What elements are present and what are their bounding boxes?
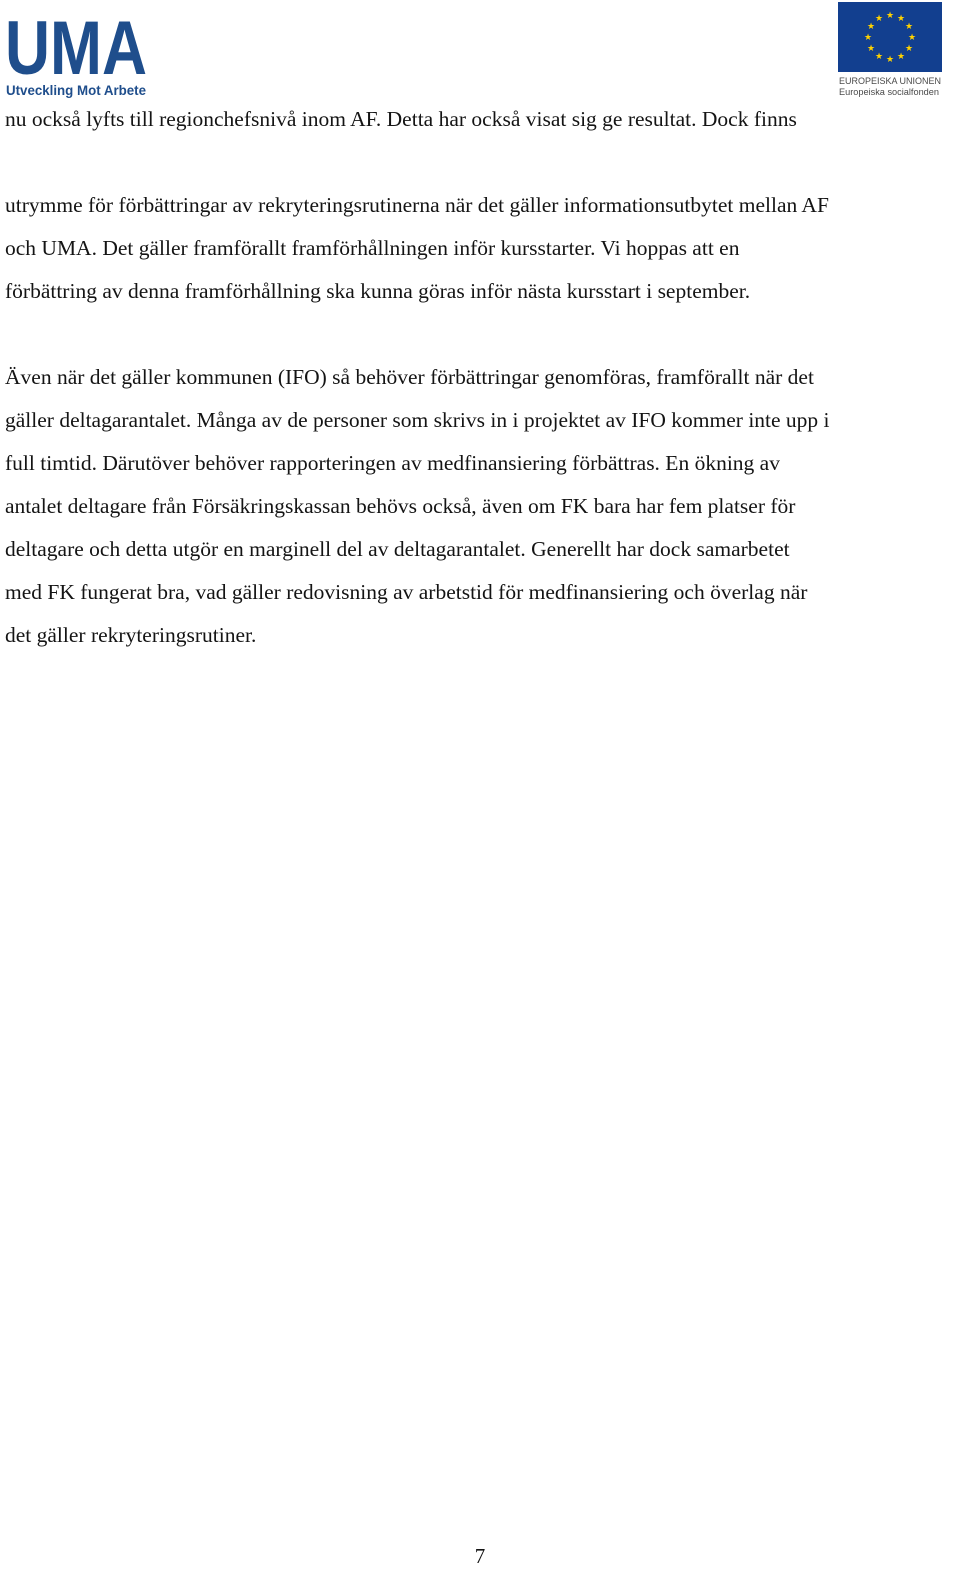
body-text-line: förbättring av denna framförhållning ska kunna göras inför nästa kursstart i september. <box>5 279 751 303</box>
svg-text:★: ★ <box>863 33 873 43</box>
body-text-line: nu också lyfts till regionchefsnivå inom AF. Detta har också visat sig ge resultat. Dock finns <box>5 107 797 131</box>
body-text-line: Även när det gäller kommunen (IFO) så behöver förbättringar genomföras, framförallt när det <box>5 365 814 389</box>
eu-logo <box>836 2 944 98</box>
svg-text:★: ★ <box>885 55 895 65</box>
body-text-line: och UMA. Det gäller framförallt framförhållningen inför kursstarter. Vi hoppas att en <box>5 236 740 260</box>
svg-text:★: ★ <box>874 52 884 62</box>
body-text-line: antalet deltagare från Försäkringskassan behövs också, även om FK bara har fem platser för <box>5 494 796 518</box>
body-text-line: utrymme för förbättringar av rekryteringsrutinerna när det gäller informationsutbytet mellan AF <box>5 193 829 217</box>
body-text-line: deltagare och detta utgör en marginell del av deltagarantalet. Generellt har dock samarbetet <box>5 537 790 561</box>
eu-logo-line2: Europeiska socialfonden <box>839 87 939 97</box>
body-text-line: gäller deltagarantalet. Många av de personer som skrivs in i projektet av IFO kommer inte upp i <box>5 408 830 432</box>
svg-text:★: ★ <box>904 22 914 32</box>
svg-text:★: ★ <box>896 52 906 62</box>
page-number: 7 <box>474 1544 486 1568</box>
body-text-line: full timtid. Därutöver behöver rapporteringen av medfinansiering förbättras. En ökning av <box>5 451 780 475</box>
svg-text:★: ★ <box>896 14 906 24</box>
svg-text:★: ★ <box>904 44 914 54</box>
uma-logo-wordmark: UMA <box>5 8 147 91</box>
svg-text:★: ★ <box>874 14 884 24</box>
svg-text:★: ★ <box>885 11 895 21</box>
body-text-line: med FK fungerat bra, vad gäller redovisning av arbetstid för medfinansiering och överlag när <box>5 580 808 604</box>
uma-logo <box>4 8 152 100</box>
eu-logo-line1: EUROPEISKA UNIONEN <box>839 76 941 86</box>
body-text-line: det gäller rekryteringsrutiner. <box>5 623 257 647</box>
svg-text:★: ★ <box>866 44 876 54</box>
svg-text:★: ★ <box>907 33 917 43</box>
uma-logo-tagline: Utveckling Mot Arbete <box>6 82 147 98</box>
svg-text:★: ★ <box>866 22 876 32</box>
